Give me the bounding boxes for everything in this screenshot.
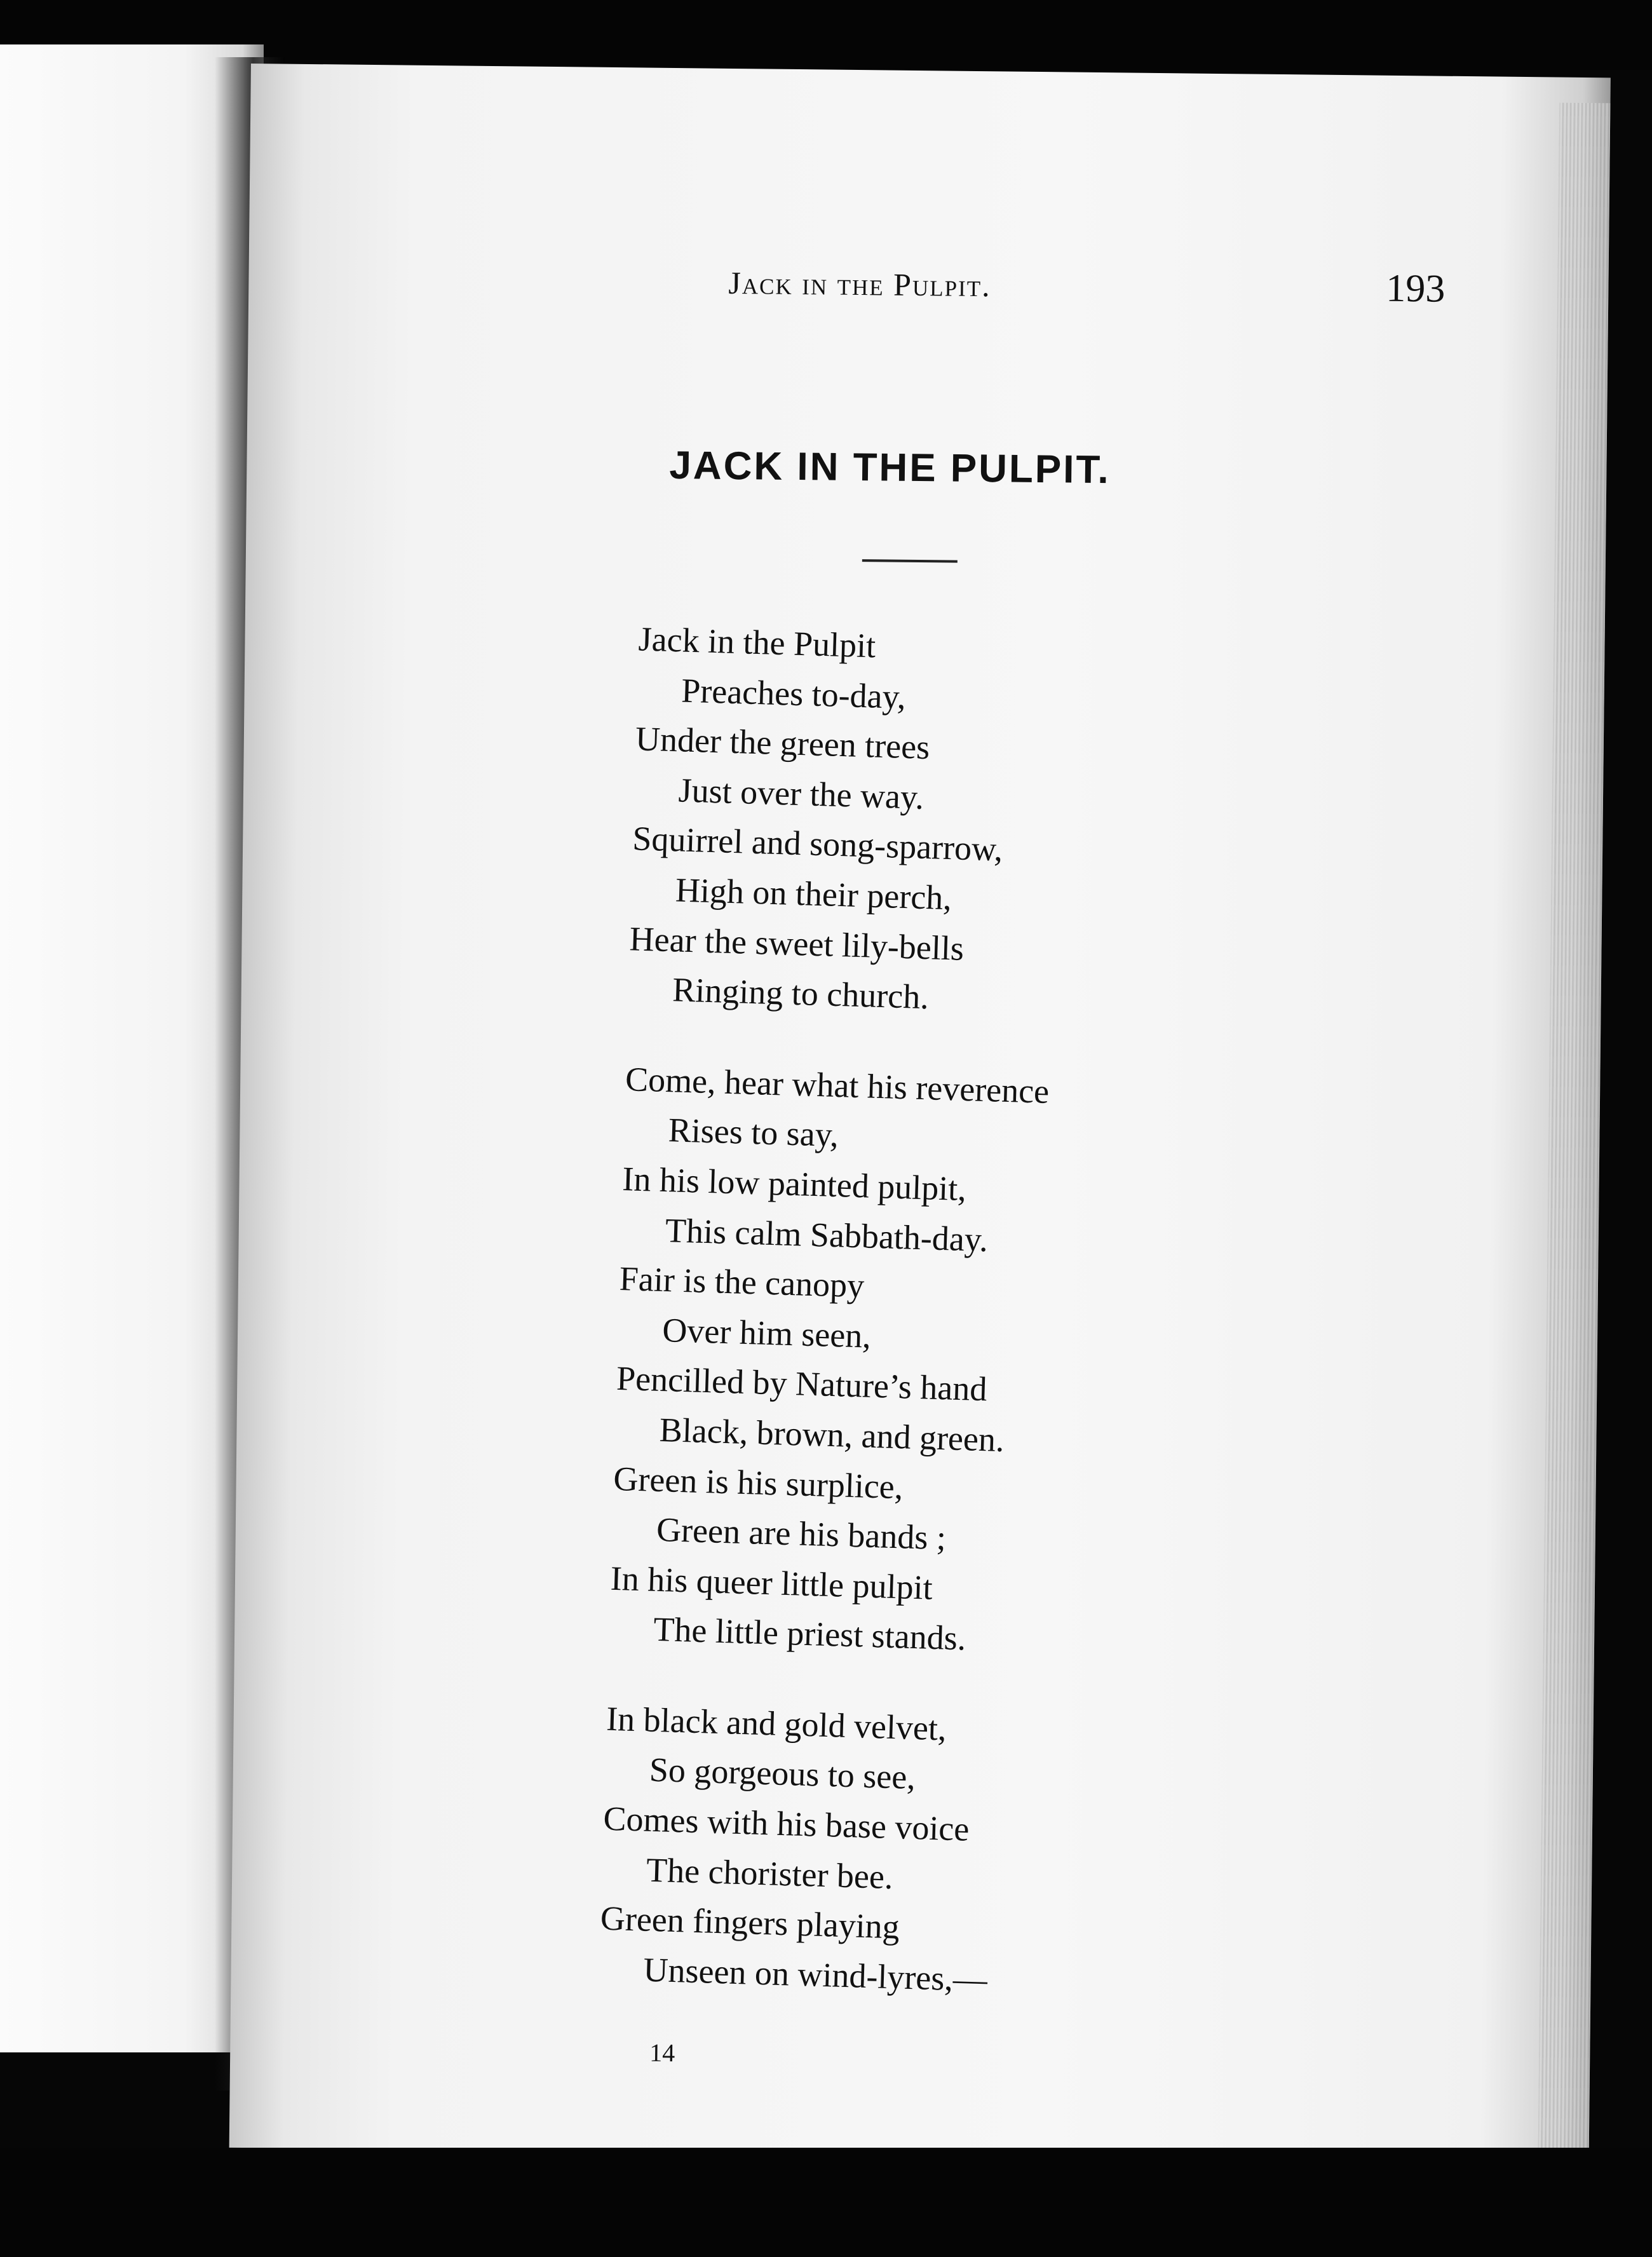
- running-head: Jack in the Pulpit.: [728, 264, 991, 304]
- poem-line: The little priest stands.: [653, 1610, 967, 1658]
- poem-line: This calm Sabbath-day.: [665, 1210, 989, 1259]
- poem-body: [597, 614, 1465, 2058]
- poem-line: In his queer little pulpit: [610, 1559, 933, 1607]
- poem-line: Just over the way.: [677, 771, 924, 817]
- poem-line: In his low painted pulpit,: [621, 1160, 967, 1209]
- poem-line: Squirrel and song-sparrow,: [632, 819, 1003, 869]
- poem-line: Fair is the canopy: [619, 1259, 865, 1305]
- poem-line: Ringing to church.: [672, 970, 930, 1017]
- poem-line: Green are his bands ;: [656, 1510, 947, 1557]
- poem-line: So gorgeous to see,: [649, 1751, 916, 1797]
- poem-stanza: [608, 1054, 1451, 1678]
- poem-line: Jack in the Pulpit: [637, 620, 876, 665]
- poem-line: The chorister bee.: [646, 1850, 894, 1896]
- poem-line: Under the green trees: [635, 719, 931, 767]
- poem-line: Comes with his base voice: [602, 1799, 970, 1848]
- poem-line: Come, hear what his reverence: [625, 1059, 1050, 1111]
- poem-line: Rises to say,: [667, 1111, 839, 1155]
- title-rule: [862, 559, 958, 563]
- poem-stanza: [599, 1694, 1433, 2018]
- poem-line: Green is his surplice,: [613, 1459, 904, 1506]
- page-edges: [1538, 103, 1611, 2200]
- poem-line: High on their perch,: [675, 871, 952, 918]
- poem-line: Pencilled by Nature’s hand: [616, 1359, 988, 1409]
- scan-background-bottom: [0, 2148, 1652, 2257]
- poem-line: Hear the sweet lily-bells: [628, 919, 965, 968]
- poem-title: JACK IN THE PULPIT.: [669, 443, 1111, 492]
- poem-line: Over him seen,: [661, 1310, 872, 1355]
- poem-line: Black, brown, and green.: [659, 1410, 1005, 1459]
- poem-line: Green fingers playing: [600, 1899, 900, 1946]
- poem-stanza: [627, 614, 1465, 1038]
- signature-mark: 14: [649, 2038, 675, 2068]
- poem-line: Preaches to-day,: [680, 671, 907, 716]
- poem-line: Unseen on wind-lyres,—: [642, 1950, 988, 1999]
- page-number: 193: [1386, 266, 1446, 311]
- right-page: [229, 64, 1611, 2162]
- poem-line: In black and gold velvet,: [606, 1699, 947, 1748]
